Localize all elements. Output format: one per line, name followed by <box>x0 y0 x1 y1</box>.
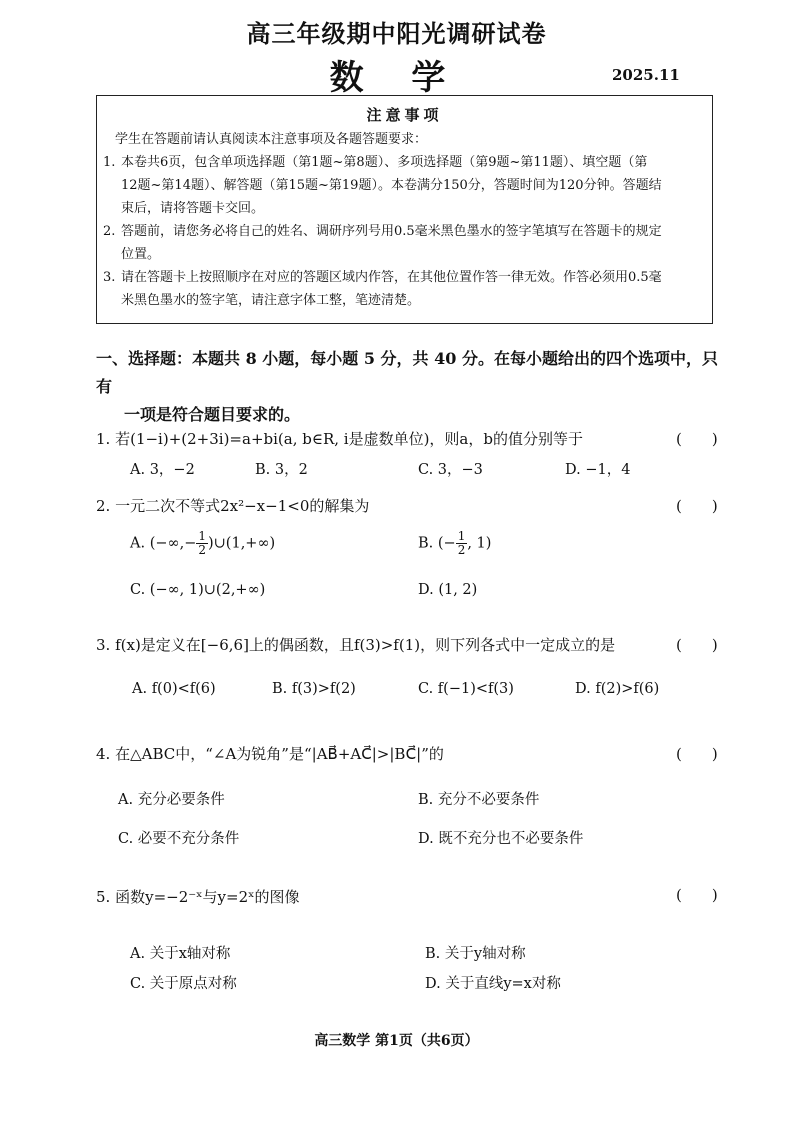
question-2 <box>96 495 369 516</box>
option-2d: D. (1, 2) <box>418 582 478 598</box>
question-stem: 在△ABC中，“∠A为锐角”是“|AB⃗+AC⃗|>|BC⃗|”的 <box>115 745 444 763</box>
option-4c: C. 必要不充分条件 <box>118 831 240 847</box>
fraction-denominator: 2 <box>198 543 206 557</box>
option-1a: A. 3，−2 <box>130 462 195 478</box>
option-letter: B. <box>418 535 434 552</box>
notice-line: 米黑色墨水的签字笔，请注意字体工整，笔迹清楚。 <box>121 293 421 308</box>
option-math: , 1) <box>467 535 492 552</box>
question-number: 2. <box>96 497 111 515</box>
fraction-numerator: 1 <box>198 529 206 543</box>
option-5c: C. 关于原点对称 <box>130 976 237 992</box>
notice-box <box>96 95 713 324</box>
page-footer: 高三数学 第1页（共6页） <box>314 1033 479 1049</box>
question-number: 1. <box>96 430 111 448</box>
notice-line: 束后，请将答题卡交回。 <box>121 201 265 216</box>
notice-line: 位置。 <box>121 247 161 262</box>
option-4d: D. 既不充分也不必要条件 <box>418 831 584 847</box>
answer-paren-4: ( ) <box>676 745 718 763</box>
notice-item-num: 3. <box>103 270 116 285</box>
notice-item-num: 2. <box>103 224 116 239</box>
option-5d: D. 关于直线y=x对称 <box>425 976 561 992</box>
notice-item-3 <box>103 266 703 312</box>
option-3a: A. f(0)<f(6) <box>132 681 216 697</box>
option-math: )∪(1,+∞) <box>208 535 276 552</box>
fraction-numerator: 1 <box>457 529 466 543</box>
answer-paren-2: ( ) <box>676 497 718 515</box>
option-4b: B. 充分不必要条件 <box>418 792 540 808</box>
section-heading <box>96 345 721 429</box>
subject-title: 数 学 <box>329 58 464 98</box>
notice-intro: 学生在答题前请认真阅读本注意事项及各题答题要求： <box>115 132 428 147</box>
option-3d: D. f(2)>f(6) <box>575 681 660 697</box>
fraction-denominator: 2 <box>457 543 466 557</box>
option-5b: B. 关于y轴对称 <box>425 946 526 962</box>
notice-title: 注意事项 <box>366 106 443 124</box>
question-stem: 若(1−i)+(2+3i)=a+bi(a, b∈R, i是虚数单位)，则a，b的值分别等于 <box>115 430 583 448</box>
option-2b <box>418 530 491 557</box>
question-number: 5. <box>96 888 111 906</box>
notice-line: 请在答题卡上按照顺序在对应的答题区域内作答，在其他位置作答一律无效。作答必须用0.5毫 <box>121 270 662 285</box>
question-4 <box>96 743 444 764</box>
option-3c: C. f(−1)<f(3) <box>418 681 514 697</box>
notice-item-num: 1. <box>103 155 116 170</box>
exam-date: 2025.11 <box>612 66 680 84</box>
notice-line: 12题~第14题）、解答题（第15题~第19题）。本卷满分150分，答题时间为120分钟。答题结 <box>121 178 662 193</box>
option-1c: C. 3，−3 <box>418 462 483 478</box>
answer-paren-5: ( ) <box>676 886 718 904</box>
option-5a: A. 关于x轴对称 <box>130 946 231 962</box>
notice-item-1 <box>103 151 703 220</box>
question-stem: 一元二次不等式2x²−x−1<0的解集为 <box>115 497 370 515</box>
question-stem: f(x)是定义在[−6,6]上的偶函数，且f(3)>f(1)，则下列各式中一定成立的是 <box>115 636 616 654</box>
section-line-2: 一项是符合题目要求的。 <box>124 405 301 424</box>
question-number: 3. <box>96 636 111 654</box>
option-math: (−∞,− <box>149 535 197 552</box>
notice-item-2 <box>103 220 703 266</box>
answer-paren-3: ( ) <box>676 636 718 654</box>
option-1d: D. −1，4 <box>565 462 631 478</box>
question-3 <box>96 634 615 655</box>
option-2c: C. (−∞, 1)∪(2,+∞) <box>130 582 266 598</box>
question-5 <box>96 886 299 907</box>
answer-paren-1: ( ) <box>676 430 718 448</box>
notice-line: 答题前，请您务必将自己的姓名、调研序列号用0.5毫米黑色墨水的签字笔填写在答题卡的规定 <box>121 224 662 239</box>
option-letter: A. <box>130 535 146 552</box>
option-4a: A. 充分必要条件 <box>118 792 225 808</box>
option-2a <box>130 530 275 557</box>
fraction <box>196 530 208 557</box>
fraction <box>456 530 468 557</box>
question-number: 4. <box>96 745 111 763</box>
question-stem: 函数y=−2⁻ˣ与y=2ˣ的图像 <box>115 888 300 906</box>
option-math: (− <box>437 535 456 552</box>
notice-line: 本卷共6页，包含单项选择题（第1题~第8题）、多项选择题（第9题~第11题）、填空题（第 <box>121 155 648 170</box>
question-1 <box>96 428 583 449</box>
option-3b: B. f(3)>f(2) <box>272 681 356 697</box>
exam-title: 高三年级期中阳光调研试卷 <box>246 19 547 48</box>
option-1b: B. 3，2 <box>255 462 308 478</box>
section-line-1: 一、选择题：本题共 8 小题，每小题 5 分，共 40 分。在每小题给出的四个选项中，只有 <box>96 349 718 396</box>
